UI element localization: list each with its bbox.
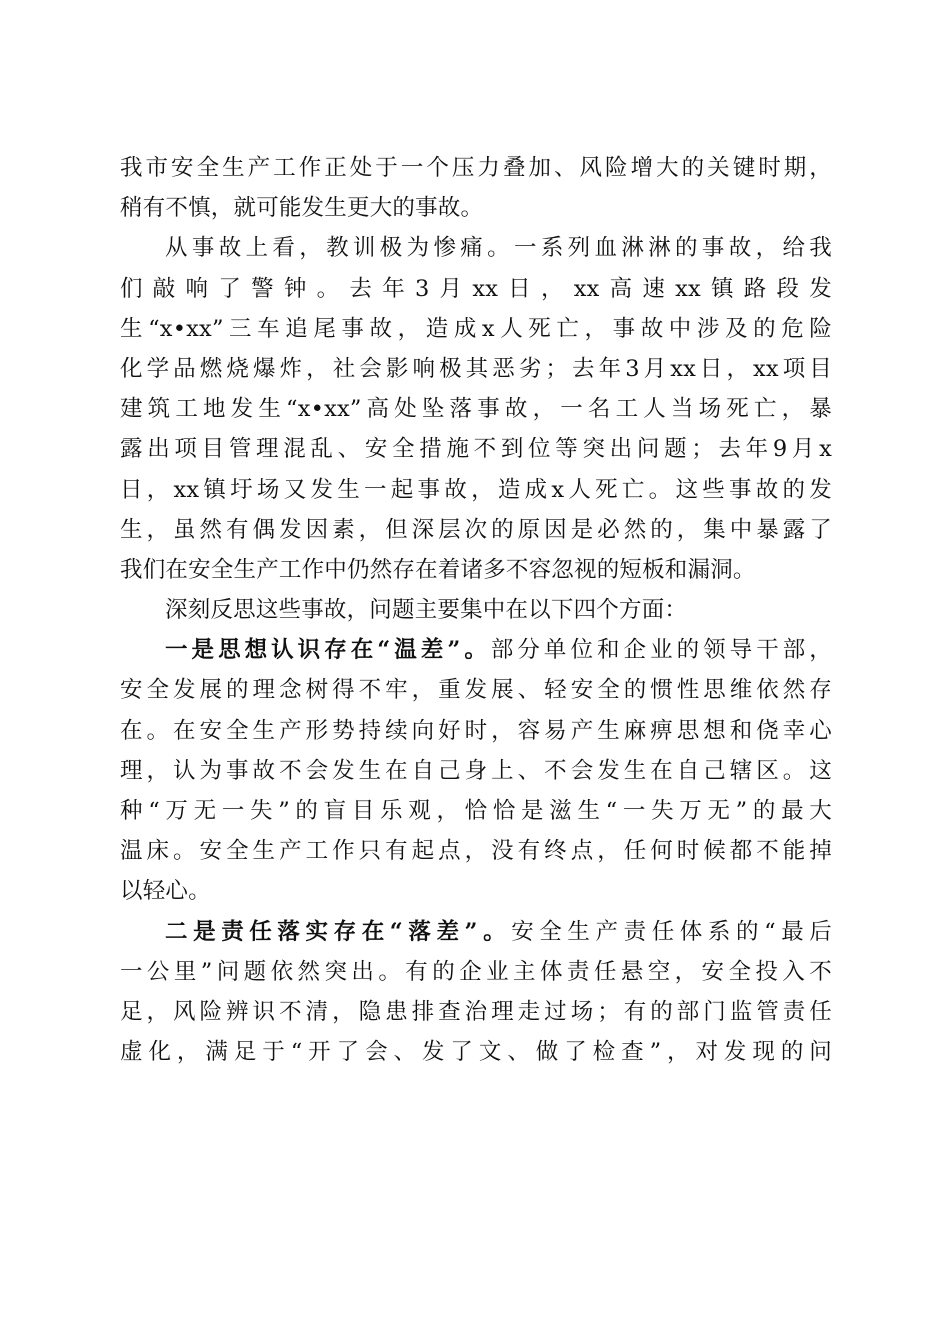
text-line: 虚化，满足于“开了会、发了文、做了检查”，对发现的问: [120, 1039, 832, 1066]
text-line: 日，xx镇圩场又发生一起事故，造成x人死亡。这些事故的发: [120, 476, 832, 503]
text-line: 稍有不慎，就可能发生更大的事故。: [120, 195, 484, 222]
text-line: 露出项目管理混乱、安全措施不到位等突出问题；去年9月x: [120, 436, 832, 463]
section-first-line: [120, 630, 832, 670]
text-line: 生“x•xx”三车追尾事故，造成x人死亡，事故中涉及的危险: [120, 315, 832, 342]
text-line: 化学品燃烧爆炸，社会影响极其恶劣；去年3月xx日，xx项目: [120, 355, 832, 382]
text-line: 安全发展的理念树得不牢，重发展、轻安全的惯性思维依然存: [120, 677, 832, 704]
section-heading: 一是思想认识存在“温差”。: [165, 637, 491, 664]
text-line: 我们在安全生产工作中仍然存在着诸多不容忽视的短板和漏洞。: [120, 556, 756, 583]
section-heading: 二是责任落实存在“落差”。: [165, 918, 512, 945]
text-line: 一公里”问题依然突出。有的企业主体责任悬空，安全投入不: [120, 958, 832, 985]
text-line: 温床。安全生产工作只有起点，没有终点，任何时候都不能掉: [120, 838, 832, 865]
text-line: 以轻心。: [120, 878, 211, 905]
section-first-line-text: 部分单位和企业的领导干部，: [490, 637, 832, 664]
text-line: 我市安全生产工作正处于一个压力叠加、风险增大的关键时期，: [120, 155, 832, 181]
section-first-line-text: 安全生产责任体系的“最后: [511, 918, 833, 945]
text-line: 深刻反思这些事故，问题主要集中在以下四个方面：: [165, 597, 688, 624]
text-line: 种“万无一失”的盲目乐观，恰恰是滋生“一失万无”的最大: [120, 798, 832, 824]
text-line: 们敲响了警钟。去年3月xx日，xx高速xx镇路段发: [120, 275, 832, 302]
text-line: 建筑工地发生“x•xx”高处坠落事故，一名工人当场死亡，暴: [120, 396, 832, 423]
text-line: 在。在安全生产形势持续向好时，容易产生麻痹思想和侥幸心: [120, 717, 832, 744]
text-line: 足，风险辨识不清，隐患排查治理走过场；有的部门监管责任: [120, 998, 832, 1025]
body-text: [120, 148, 832, 1072]
section-first-line: [120, 912, 832, 952]
text-line: 理，认为事故不会发生在自己身上、不会发生在自己辖区。这: [120, 757, 832, 784]
text-line: 生，虽然有偶发因素，但深层次的原因是必然的，集中暴露了: [120, 516, 832, 543]
text-line: 从事故上看，教训极为惨痛。一系列血淋淋的事故，给我: [165, 235, 832, 262]
